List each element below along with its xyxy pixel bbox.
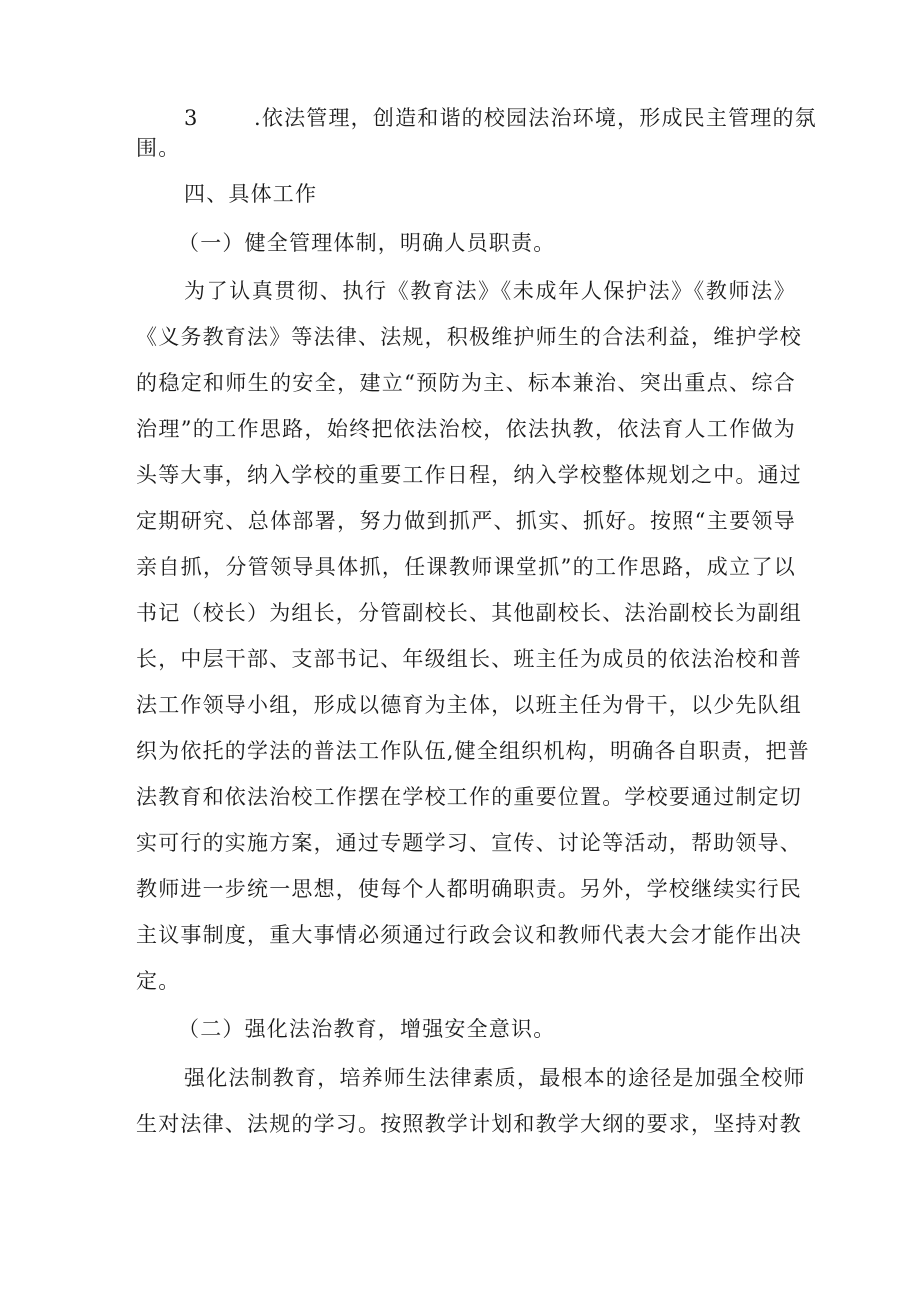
- paragraph-line: 主议事制度，重大事情必须通过行政会议和教师代表大会才能作出决: [136, 923, 802, 947]
- paragraph-line: 定期研究、总体部署，努力做到抓严、抓实、抓好。按照“主要领导: [136, 509, 796, 533]
- paragraph-line: 为了认真贯彻、执行《教育法》《未成年人保护法》《教师法》: [184, 279, 796, 303]
- item-3-continuation: 围。: [136, 136, 181, 160]
- paragraph-line: 头等大事，纳入学校的重要工作日程，纳入学校整体规划之中。通过: [136, 463, 802, 487]
- paragraph-line: 治理”的工作思路，始终把依法治校，依法执教，依法育人工作做为: [136, 417, 796, 441]
- paragraph-line: 教师进一步统一思想，使每个人都明确职责。另外，学校继续实行民: [136, 877, 802, 901]
- paragraph-line: 实可行的实施方案，通过专题学习、宣传、讨论等活动，帮助领导、: [136, 831, 802, 855]
- paragraph-line: 亲自抓，分管领导具体抓，任课教师课堂抓”的工作思路，成立了以: [136, 555, 796, 579]
- paragraph-line: 法工作领导小组，形成以德育为主体，以班主任为骨干，以少先队组: [136, 693, 802, 717]
- paragraph-line: 《义务教育法》等法律、法规，积极维护师生的合法利益，维护学校: [136, 325, 802, 349]
- paragraph-line: 生对法律、法规的学习。按照教学计划和教学大纲的要求，坚持对教: [136, 1112, 802, 1136]
- paragraph-line: 织为依托的学法的普法工作队伍,健全组织机构，明确各自职责，把普: [136, 739, 810, 763]
- paragraph-line: 的稳定和师生的安全，建立“预防为主、标本兼治、突出重点、综合: [136, 371, 796, 395]
- paragraph-line: 书记（校长）为组长，分管副校长、其他副校长、法治副校长为副组: [136, 601, 802, 625]
- paragraph-line: 强化法制教育，培养师生法律素质，最根本的途径是加强全校师: [184, 1066, 806, 1090]
- item-3-line: [136, 104, 817, 132]
- sub-2-heading: （二）强化法治教育，增强安全意识。: [178, 1017, 556, 1041]
- sub-1-heading: （一）健全管理体制，明确人员职责。: [178, 231, 556, 255]
- item-3-text: .依法管理，创造和谐的校园法治环境，形成民主管理的氛: [254, 106, 817, 130]
- section-4-heading: 四、具体工作: [184, 182, 318, 206]
- item-3-number: 3: [184, 106, 199, 130]
- paragraph-line: 定。: [136, 969, 181, 993]
- paragraph-line: 法教育和依法治校工作摆在学校工作的重要位置。学校要通过制定切: [136, 785, 802, 809]
- paragraph-line: 长，中层干部、支部书记、年级组长、班主任为成员的依法治校和普: [136, 647, 802, 671]
